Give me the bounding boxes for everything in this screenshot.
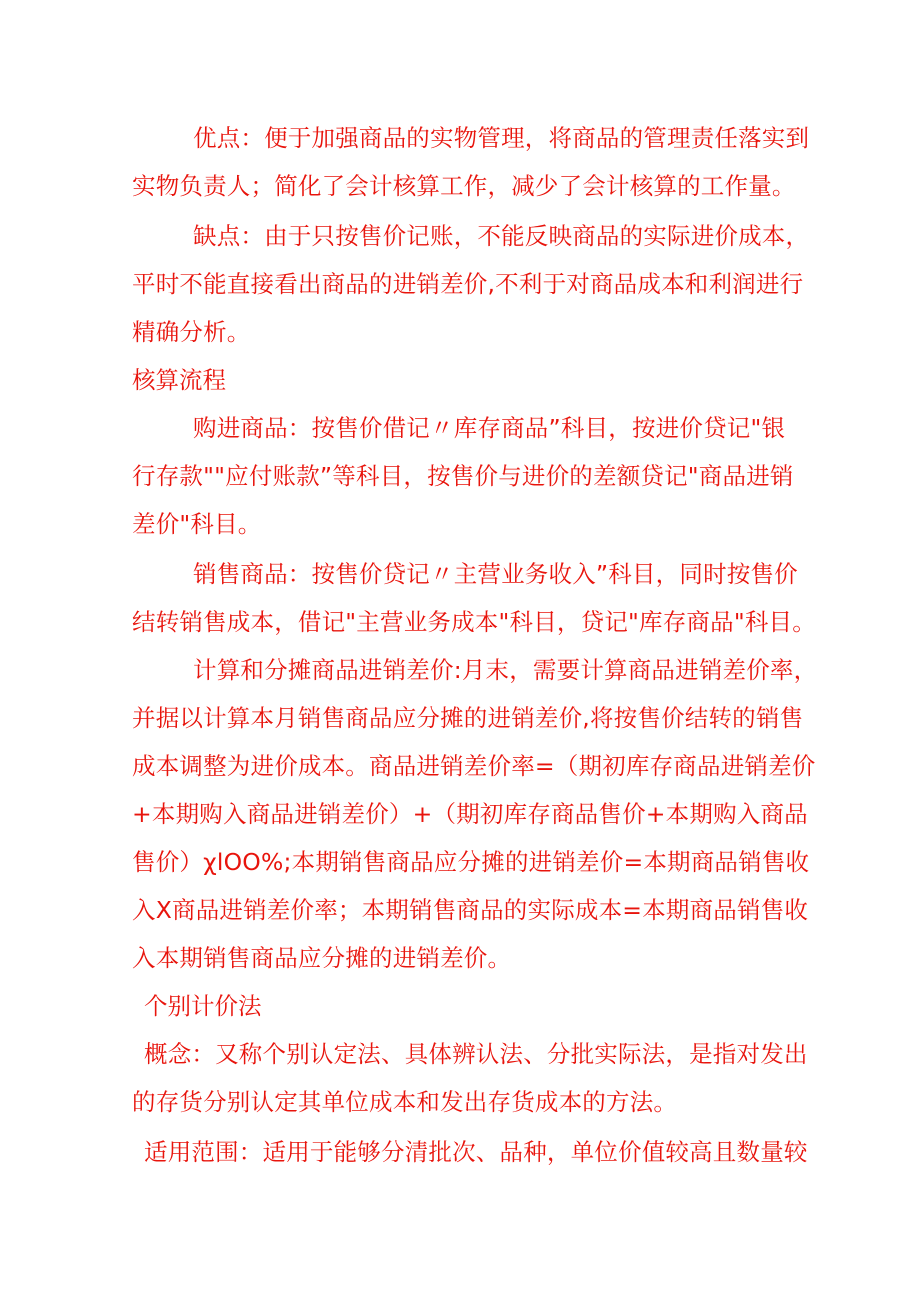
paragraph-advantages [132,114,810,210]
paragraph-disadvantages [132,212,810,356]
text-line: +本期购入商品进销差价）+（期初库存商品售价+本期购入商品 [132,800,808,828]
text-line: 的存货分别认定其单位成本和发出存货成本的方法。 [132,1088,678,1116]
text-line: 销售商品：按售价贷记〃主营业务收入”科目，同时按售价 [193,560,798,588]
text-line: 差价"科目。 [132,510,262,538]
paragraph-purchase [132,404,802,548]
paragraph-sales [132,550,816,646]
heading-text: 个别计价法 [144,992,262,1020]
text-line: 计算和分摊商品进销差价:月末，需要计算商品进销差价率， [193,656,818,684]
text-line: 优点：便于加强商品的实物管理，将商品的管理责任落实到 [193,124,810,152]
text-line: 概念：又称个别认定法、具体辨认法、分批实际法，是指对发出 [144,1040,808,1068]
text-line: 购进商品：按售价借记〃库存商品”科目，按进价贷记"银 [193,414,786,442]
text-line: 并据以计算本月销售商品应分摊的进销差价,将按售价结转的销售 [132,704,804,732]
text-line: 入X商品进销差价率；本期销售商品的实际成本=本期商品销售收 [132,896,809,924]
text-line: 入本期销售商品应分摊的进销差价。 [132,944,512,972]
heading-text: 核算流程 [132,366,226,394]
text-line: 售价）χlOO%;本期销售商品应分摊的进销差价=本期商品销售收 [132,848,810,876]
text-line: 行存款""应付账款”等科目，按售价与进价的差额贷记"商品进销 [132,462,794,490]
text-line: 精确分析。 [132,318,251,346]
text-line: 成本调整为进价成本。商品进销差价率=（期初库存商品进销差价 [132,752,816,780]
paragraph-calculation [132,646,818,982]
text-line: 结转销售成本，借记"主营业务成本"科目，贷记"库存商品"科目。 [132,608,816,636]
text-line: 适用范围：适用于能够分清批次、品种，单位价值较高且数量较 [144,1138,808,1166]
section-heading-accounting-process [132,356,802,404]
paragraph-concept [132,1030,808,1126]
section-heading-specific-identification [132,982,802,1030]
paragraph-scope [132,1128,808,1176]
text-line: 平时不能直接看出商品的进销差价,不利于对商品成本和利润进行 [132,270,804,298]
text-line: 实物负责人；简化了会计核算工作，减少了会计核算的工作量。 [132,172,796,200]
text-line: 缺点：由于只按售价记账，不能反映商品的实际进价成本， [193,222,810,250]
